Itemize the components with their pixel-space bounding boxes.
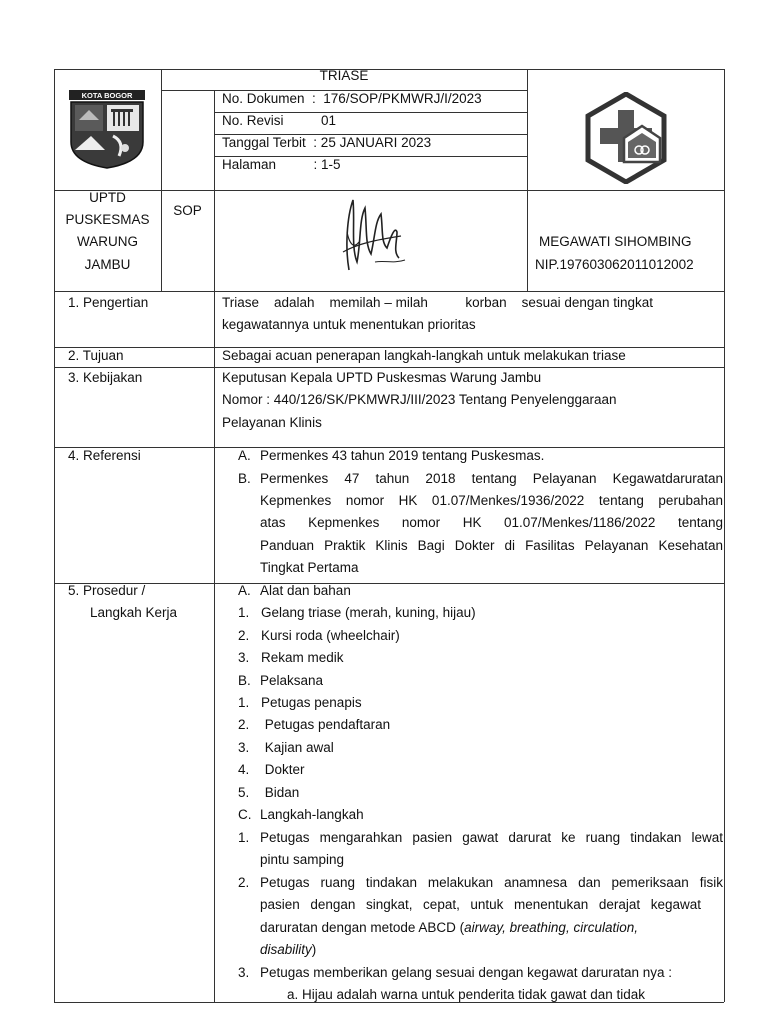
doc-revision: No. Revisi 01 <box>222 113 337 128</box>
langkah-3-line: Petugas memberikan gelang sesuai dengan kegawat daruratan nya : <box>260 965 673 980</box>
referensi-a-marker: A. <box>238 448 251 463</box>
pengertian-line-2: kegawatannya untuk menentukan prioritas <box>222 317 476 332</box>
referensi-b-line-3: atas Kepmenkes nomor HK 01.07/Menkes/1186/2022 tentang <box>260 515 723 530</box>
doc-issue-date: Tanggal Terbit : 25 JANUARI 2023 <box>222 135 432 150</box>
list-item-number: 3. <box>238 740 250 755</box>
pelaksana-item-3: Kajian awal <box>261 740 334 755</box>
kebijakan-line-3: Pelayanan Klinis <box>222 415 322 430</box>
list-item-number: 2. <box>238 875 250 890</box>
list-item-number: 2. <box>238 628 250 643</box>
org-line-2: PUSKESMAS <box>65 212 150 227</box>
referensi-b-line-4: Panduan Praktik Klinis Bagi Dokter di Fasilitas Pelayanan Kesehatan <box>260 538 723 553</box>
signer-name: MEGAWATI SIHOMBING <box>539 234 692 249</box>
tujuan-text: Sebagai acuan penerapan langkah-langkah untuk melakukan triase <box>222 348 626 363</box>
sop-label: SOP <box>173 203 202 218</box>
prosedur-b-title: Pelaksana <box>260 673 324 688</box>
langkah-2-line-3 <box>260 917 638 939</box>
pengertian-line-1: Triase adalah memilah – milah korban sesuai dengan tingkat <box>222 295 653 310</box>
prosedur-a-title: Alat dan bahan <box>260 583 351 598</box>
langkah-2-italic-2: disability <box>260 942 312 957</box>
alat-item-2: Kursi roda (wheelchair) <box>261 628 400 643</box>
org-line-4: JAMBU <box>84 257 131 272</box>
langkah-1-line-2: pintu samping <box>260 852 345 867</box>
kebijakan-line-1: Keputusan Kepala UPTD Puskesmas Warung Jambu <box>222 370 542 385</box>
referensi-b-line-1: Permenkes 47 tahun 2018 tentang Pelayanan Kegawatdaruratan <box>260 471 723 486</box>
langkah-2-line-1: Petugas ruang tindakan melakukan anamnesa dan pemeriksaan fisik <box>260 875 723 890</box>
langkah-2-line-2: pasien dengan singkat, cepat, untuk menentukan derajat kegawat <box>260 897 701 912</box>
prosedur-a-marker: A. <box>238 583 251 598</box>
list-item-number: 5. <box>238 785 250 800</box>
referensi-b-line-2: Kepmenkes nomor HK 01.07/Menkes/1936/2022 tentang perubahan <box>260 493 723 508</box>
langkah-2-line-4 <box>260 939 316 961</box>
prosedur-c-marker: C. <box>238 807 252 822</box>
langkah-2-line-3-text: daruratan dengan metode ABCD ( <box>260 920 465 935</box>
prosedur-label-2: Langkah Kerja <box>90 605 178 620</box>
list-item-number: 1. <box>238 830 250 845</box>
prosedur-b-marker: B. <box>238 673 251 688</box>
org-line-3: WARUNG <box>77 234 138 249</box>
document-title: TRIASE <box>319 68 369 83</box>
kota-bogor-logo <box>69 90 145 170</box>
tujuan-label: 2. Tujuan <box>68 348 124 363</box>
kebijakan-label: 3. Kebijakan <box>68 370 143 385</box>
pelaksana-item-1: Petugas penapis <box>261 695 362 710</box>
list-item-number: 4. <box>238 762 250 777</box>
prosedur-c-title: Langkah-langkah <box>260 807 364 822</box>
pengertian-label: 1. Pengertian <box>68 295 149 310</box>
referensi-b-line-5: Tingkat Pertama <box>260 560 359 575</box>
puskesmas-logo <box>580 92 672 184</box>
org-line-1: UPTD <box>89 190 126 205</box>
list-item-number: 3. <box>238 965 250 980</box>
signature <box>335 192 410 278</box>
pelaksana-item-4: Dokter <box>261 762 305 777</box>
prosedur-label-1: 5. Prosedur / <box>68 583 146 598</box>
doc-number: No. Dokumen : 176/SOP/PKMWRJ/I/2023 <box>222 91 482 106</box>
alat-item-3: Rekam medik <box>261 650 344 665</box>
referensi-b-marker: B. <box>238 471 251 486</box>
referensi-label: 4. Referensi <box>68 448 141 463</box>
logo-text: KOTA BOGOR <box>81 91 133 100</box>
list-item-number: 1. <box>238 695 250 710</box>
langkah-2-close: ) <box>311 942 317 957</box>
pelaksana-item-2: Petugas pendaftaran <box>261 717 391 732</box>
langkah-3a-line: a. Hijau adalah warna untuk penderita tidak gawat dan tidak <box>287 987 645 1002</box>
kebijakan-line-2: Nomor : 440/126/SK/PKMWRJ/III/2023 Tentang Penyelenggaraan <box>222 392 617 407</box>
list-item-number: 1. <box>238 605 250 620</box>
list-item-number: 2. <box>238 717 250 732</box>
referensi-a-text: Permenkes 43 tahun 2019 tentang Puskesmas. <box>260 448 545 463</box>
langkah-2-italic-1: airway, breathing, circulation, <box>464 920 638 935</box>
doc-pages: Halaman : 1-5 <box>222 157 341 172</box>
signer-nip: NIP.197603062011012002 <box>535 257 694 272</box>
langkah-1-line-1: Petugas mengarahkan pasien gawat darurat ke ruang tindakan lewat <box>260 830 723 845</box>
pelaksana-item-5: Bidan <box>261 785 300 800</box>
list-item-number: 3. <box>238 650 250 665</box>
alat-item-1: Gelang triase (merah, kuning, hijau) <box>261 605 476 620</box>
